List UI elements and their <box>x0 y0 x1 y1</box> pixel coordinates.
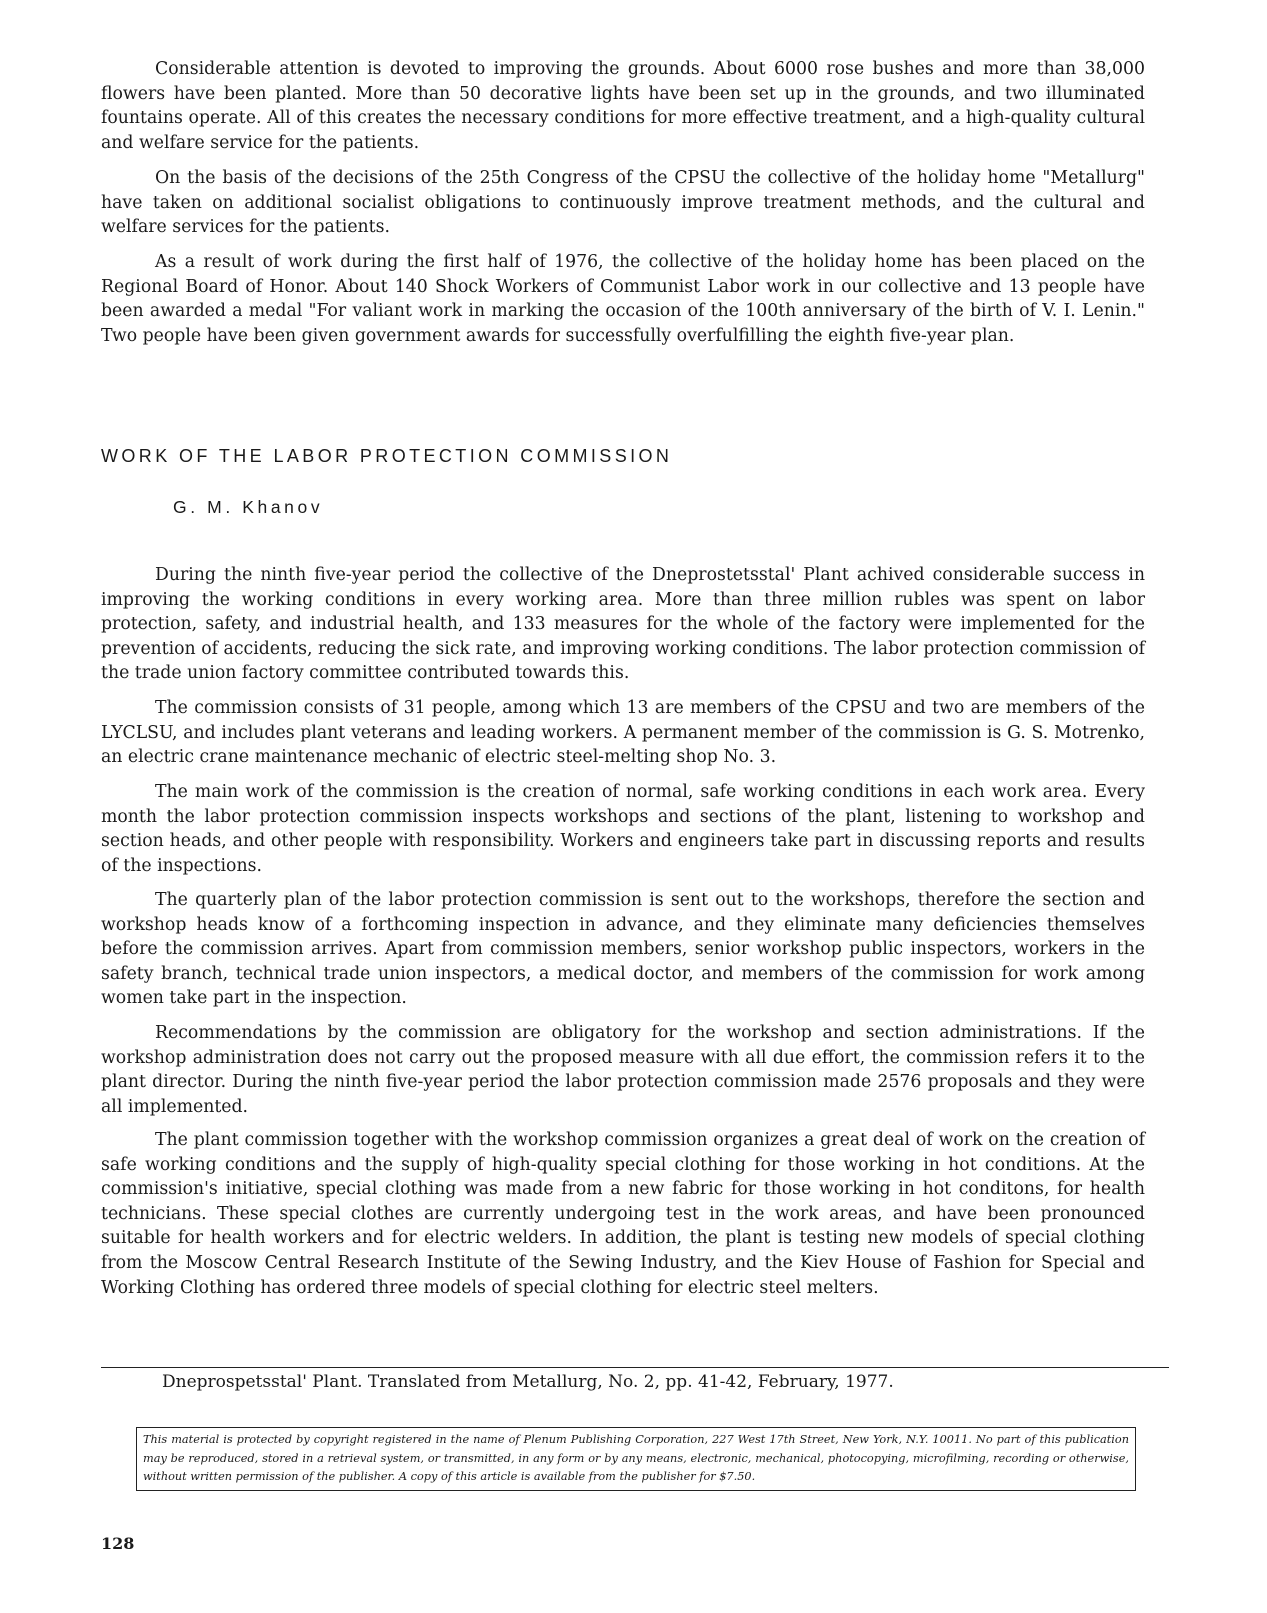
copyright-notice: This material is protected by copyright registered in the name of Plenum Publishing Corporation, 227 West 17th Street, New York, N.Y. 10011. No part of this publication may be reproduced, stored in a retrieval system, or transmitted, in any form or by any means, electronic, mechanical, photocopying, microfilming, recording or otherwise, without written permission of the publisher. A copy of this article is available from the publisher for $7.50. <box>136 1427 1136 1491</box>
body-paragraph: Considerable attention is devoted to improving the grounds. About 6000 rose bushes and more than 38,000 flowers have been planted. More than 50 decorative lights have been set up in the grounds, and two illuminated fountains operate. All of this creates the necessary conditions for more effective treatment, and a high-quality cultural and welfare service for the patients. <box>101 59 1145 153</box>
body-paragraph: Recommendations by the commission are obligatory for the workshop and section administrations. If the workshop administration does not carry out the proposed measure with all due effort, the commission refers it to the plant director. During the ninth five-year period the labor protection commission made 2576 proposals and they were all implemented. <box>101 1023 1145 1117</box>
source-footnote: Dneprospetsstal' Plant. Translated from Metallurg, No. 2, pp. 41-42, February, 1977. <box>162 1372 894 1392</box>
body-paragraph: During the ninth five-year period the collective of the Dneprostetsstal' Plant achived considerable success in improving the working conditions in every working area. More than three million rubles was spent on labor protection, safety, and industrial health, and 133 measures for the whole of the factory were implemented for the prevention of accidents, reducing the sick rate, and improving working conditions. The labor protection commission of the trade union factory committee contributed towards this. <box>101 565 1145 684</box>
page-number: 128 <box>101 1534 135 1553</box>
body-paragraph: On the basis of the decisions of the 25th Congress of the CPSU the collective of the holiday home "Metallurg" have taken on additional socialist obligations to continuously improve treatment methods, and the cultural and welfare services for the patients. <box>101 168 1145 238</box>
body-paragraph: The main work of the commission is the creation of normal, safe working conditions in each work area. Every month the labor protection commission inspects workshops and sections of the plant, listening to workshop and section heads, and other people with responsibility. Workers and engineers take part in discussing reports and results of the inspections. <box>101 782 1145 876</box>
body-paragraph: The quarterly plan of the labor protection commission is sent out to the workshops, therefore the section and workshop heads know of a forthcoming inspection in advance, and they eliminate many deficiencies themselves before the commission arrives. Apart from commission members, senior workshop public inspectors, workers in the safety branch, technical trade union inspectors, a medical doctor, and members of the commission for work among women take part in the inspection. <box>101 890 1145 1009</box>
body-paragraph: The plant commission together with the workshop commission organizes a great deal of work on the creation of safe working conditions and the supply of high-quality special clothing for those working in hot conditions. At the commission's initiative, special clothing was made from a new fabric for those working in hot conditons, for health technicians. These special clothes are currently undergoing test in the work areas, and have been pronounced suitable for health workers and for electric welders. In addition, the plant is testing new models of special clothing from the Moscow Central Research Institute of the Sewing Industry, and the Kiev House of Fashion for Special and Working Clothing has ordered three models of special clothing for electric steel melters. <box>101 1130 1145 1298</box>
footnote-divider <box>101 1367 1169 1368</box>
body-paragraph: As a result of work during the first half of 1976, the collective of the holiday home has been placed on the Regional Board of Honor. About 140 Shock Workers of Communist Labor work in our collective and 13 people have been awarded a medal "For valiant work in marking the occasion of the 100th anniversary of the birth of V. I. Lenin." Two people have been given government awards for successfully overfulfilling the eighth five-year plan. <box>101 252 1145 346</box>
article-author: G. M. Khanov <box>173 497 324 517</box>
article-title: WORK OF THE LABOR PROTECTION COMMISSION <box>101 446 673 466</box>
body-paragraph: The commission consists of 31 people, among which 13 are members of the CPSU and two are members of the LYCLSU, and includes plant veterans and leading workers. A permanent member of the commission is G. S. Motrenko, an electric crane maintenance mechanic of electric steel-melting shop No. 3. <box>101 698 1145 768</box>
